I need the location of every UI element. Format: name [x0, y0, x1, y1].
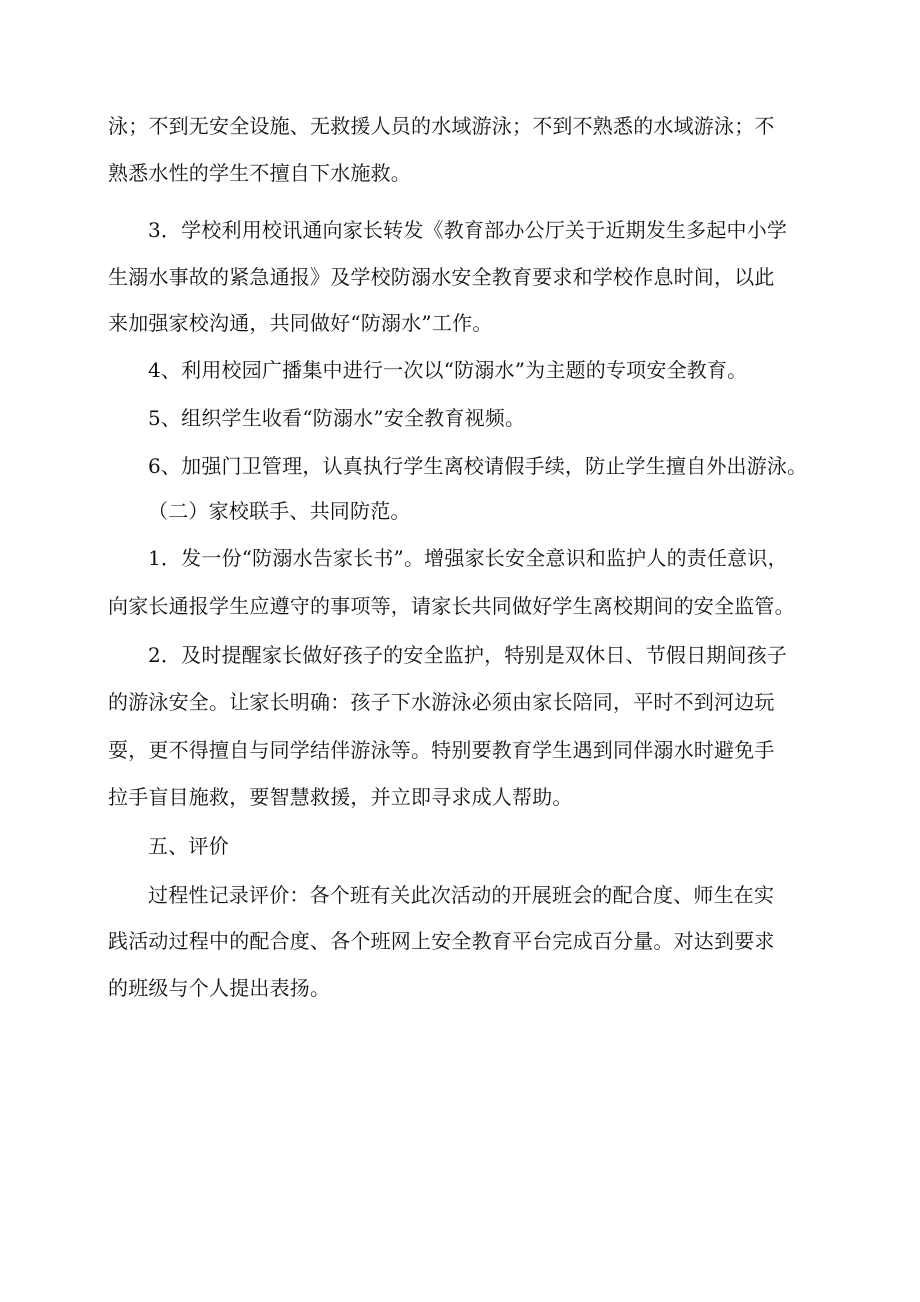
paragraph-line: 1．发一份“防溺水告家长书”。增强家长安全意识和监护人的责任意识， [148, 546, 788, 570]
section-heading: 五、评价 [148, 834, 229, 858]
paragraph-line: 的班级与个人提出表扬。 [108, 976, 331, 1000]
paragraph-line: 过程性记录评价：各个班有关此次活动的开展班会的配合度、师生在实 [148, 883, 775, 907]
paragraph-line: 2．及时提醒家长做好孩子的安全监护，特别是双休日、节假日期间孩子 [148, 643, 788, 667]
paragraph-line: 3．学校利用校讯通向家长转发《教育部办公厅关于近期发生多起中小学 [148, 218, 788, 242]
paragraph-line: 践活动过程中的配合度、各个班网上安全教育平台完成百分量。对达到要求 [108, 929, 775, 953]
paragraph-line: 拉手盲目施救，要智慧救援，并立即寻求成人帮助。 [108, 785, 573, 809]
paragraph-line: 6、加强门卫管理，认真执行学生离校请假手续，防止学生擅自外出游泳。 [148, 454, 808, 478]
paragraph-line: 耍，更不得擅自与同学结伴游泳等。特别要教育学生遇到同伴溺水时避免手 [108, 738, 775, 762]
paragraph-line: 生溺水事故的紧急通报》及学校防溺水安全教育要求和学校作息时间，以此 [108, 265, 775, 289]
paragraph-line: 来加强家校沟通，共同做好“防溺水”工作。 [108, 311, 493, 335]
paragraph-line: 5、组织学生收看“防溺水”安全教育视频。 [148, 406, 526, 430]
paragraph-line: 向家长通报学生应遵守的事项等，请家长共同做好学生离校期间的安全监管。 [108, 594, 795, 618]
paragraph-line: 泳；不到无安全设施、无救援人员的水域游泳；不到不熟悉的水域游泳；不 [108, 114, 775, 138]
paragraph-line: 的游泳安全。让家长明确：孩子下水游泳必须由家长陪同，平时不到河边玩 [108, 690, 775, 714]
paragraph-line: 熟悉水性的学生不擅自下水施救。 [108, 161, 411, 185]
section-heading: （二）家校联手、共同防范。 [148, 499, 411, 523]
paragraph-line: 4、利用校园广播集中进行一次以“防溺水”为主题的专项安全教育。 [148, 358, 748, 382]
